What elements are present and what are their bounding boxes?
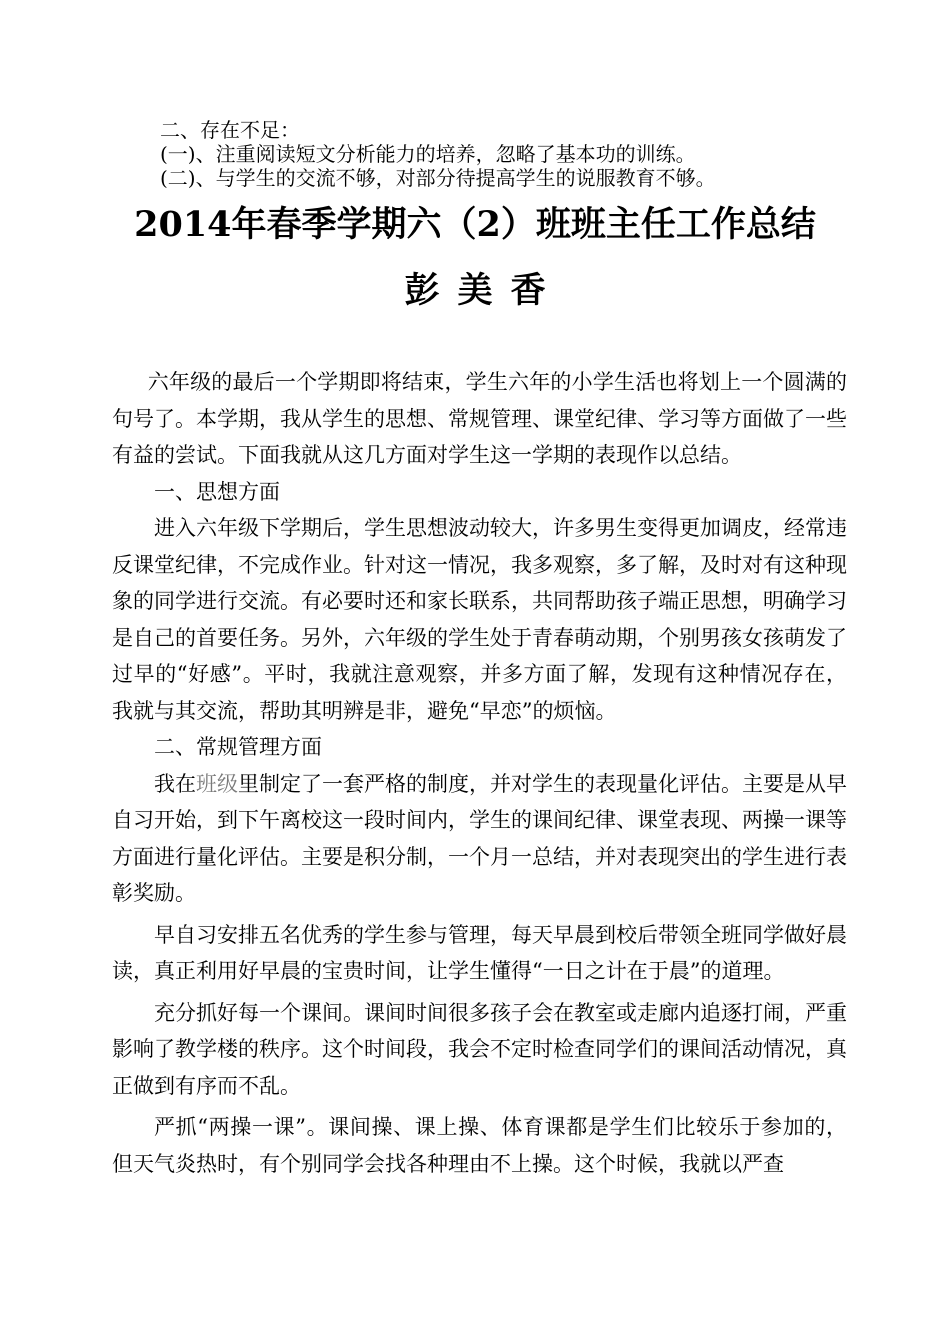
previous-section-heading: 二、存在不足：	[160, 118, 300, 142]
class-link[interactable]: 班级	[196, 771, 238, 796]
document-title: 2014年春季学期六（2）班班主任工作总结	[134, 204, 816, 245]
previous-section-item-2: (二)、与学生的交流不够，对部分待提高学生的说服教育不够。	[160, 166, 716, 190]
section-routine-paragraph-2: 早自习安排五名优秀的学生参与管理，每天早晨到校后带领全班同学做好晨读，真正利用好早晨的宝贵时间，让学生懂得“一日之计在于晨”的道理。	[112, 922, 847, 983]
document-body	[112, 364, 847, 1182]
section-thought-paragraph: 进入六年级下学期后，学生思想波动较大，许多男生变得更加调皮，经常违反课堂纪律，不完成作业。针对这一情况，我多观察，多了解，及时对有这种现象的同学进行交流。有必要时还和家长联系，共同帮助孩子端正思想，明确学习是自己的首要任务。另外，六年级的学生处于青春萌动期，个别男孩女孩萌发了过早的“好感”。平时，我就注意观察，并多方面了解，发现有这种情况存在，我就与其交流，帮助其明辨是非，避免“早恋”的烦恼。	[112, 516, 847, 723]
paragraph-text: 里制定了一套严格的制度，并对学生的表现量化评估。主要是从早自习开始，到下午离校这一段时间内，学生的课间纪律、课堂表现、两操一课等方面进行量化评估。主要是积分制，一个月一总结，并对表现突出的学生进行表彰奖励。	[112, 771, 847, 905]
previous-section	[160, 118, 860, 190]
section-routine-paragraph-1	[112, 766, 847, 912]
intro-paragraph: 六年级的最后一个学期即将结束，学生六年的小学生活也将划上一个圆满的句号了。本学期，我从学生的思想、常规管理、课堂纪律、学习等方面做了一些有益的尝试。下面我就从这几方面对学生这一学期的表现作以总结。	[112, 370, 847, 467]
section-heading-thought: 一、思想方面	[154, 479, 280, 504]
section-routine-paragraph-4: 严抓“两操一课”。课间操、课上操、体育课都是学生们比较乐于参加的，但天气炎热时，有个别同学会找各种理由不上操。这个时候，我就以严查	[112, 1115, 847, 1176]
section-heading-routine: 二、常规管理方面	[154, 735, 322, 759]
previous-section-item-1: (一)、注重阅读短文分析能力的培养，忽略了基本功的训练。	[160, 142, 696, 166]
paragraph-text: 我在	[154, 771, 196, 796]
section-routine-paragraph-3: 充分抓好每一个课间。课间时间很多孩子会在教室或走廊内追逐打闹，严重影响了教学楼的秩序。这个时间段，我会不定时检查同学们的课间活动情况，真正做到有序而不乱。	[112, 1000, 847, 1098]
document-author: 彭美香	[404, 270, 564, 311]
